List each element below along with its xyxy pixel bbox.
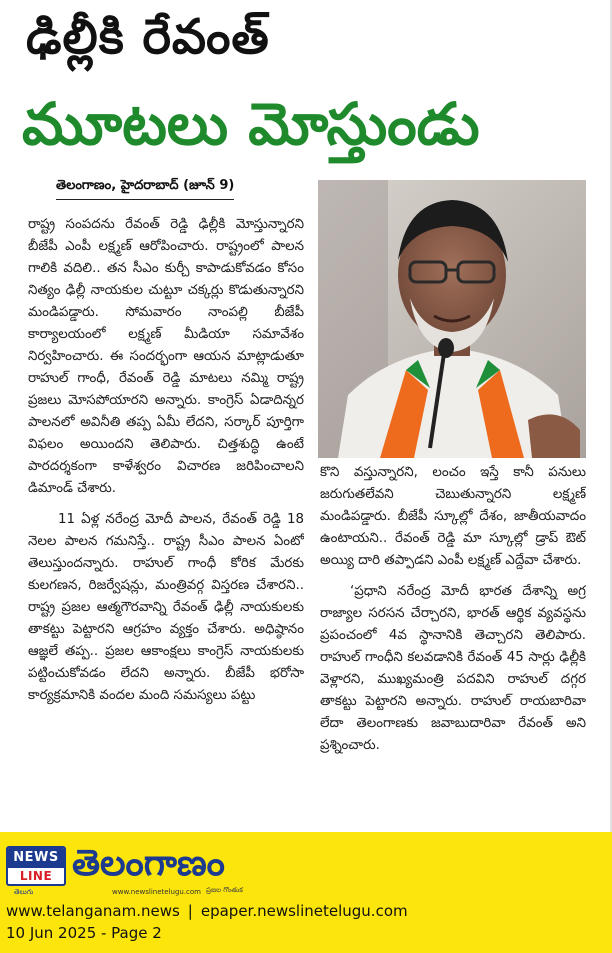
dateline: తెలంగాణం, హైదరాబాద్ (జూన్ 9) — [56, 178, 234, 200]
article-column-right — [320, 462, 586, 828]
headline-line-2: మూటలు మోస్తుండు — [22, 90, 480, 158]
site-link-telanganam[interactable]: www.telanganam.news — [6, 902, 180, 920]
logo-news-text: NEWS — [8, 848, 64, 868]
site-link-epaper[interactable]: epaper.newslinetelugu.com — [200, 902, 408, 920]
logo-line-text: LINE — [19, 869, 53, 883]
article-column-left — [28, 214, 304, 828]
footer-websites — [6, 902, 408, 920]
edition-date: 10 Jun 2025 - Page 2 — [6, 924, 162, 942]
logo-telugu-sub: తెలుగు — [14, 888, 34, 896]
politician-photo — [318, 180, 586, 458]
logo-tagline: ప్రజల గొంతుక — [206, 886, 243, 894]
newsline-logo[interactable] — [6, 846, 66, 886]
paragraph: 11 ఏళ్ల నరేంద్ర మోదీ పాలన, రేవంత్ రెడ్డి 18 నెలల పాలన గమనిస్తే.. రాష్ట్ర సీఎం పాలన ఏంటో తెలుస్తుందన్నారు. రాహుల్ గాంధీ కోరిక మేరకు కులగణన, రిజర్వేషన్లు, మంత్రివర్గ విస్తరణ చేశారని.. రాష్ట్ర ప్రజల ఆత్మగౌరవాన్ని రేవంత్ ఢిల్లీ నాయకులకు తాకట్టు పెట్టారని ఆగ్రహం వ్యక్తం చేశారు. అధిష్ఠానం ఆజ్ఞలే తప్ప.. ప్రజల ఆకాంక్షలు కాంగ్రెస్ నాయకులకు పట్టించుకోవడం లేదని అన్నారు. బీజేపీ భరోసా కార్యక్రమానికి వందల మంది సమస్యలు పట్టు — [28, 512, 304, 703]
logo-url[interactable]: www.newslinetelugu.com — [112, 888, 201, 896]
paragraph: కొని వస్తున్నారని, లంచం ఇస్తే కానీ పనులు జరుగుతలేవని చెబుతున్నారని లక్ష్మణ్ మండిపడ్డారు. బీజేపీ స్కూల్లో దేశం, జాతీయవాదం ఉంటాయని.. రేవంత్ రెడ్డి మా స్కూల్లో డ్రాప్ ఔట్ అయ్యి దారి తప్పాడని ఎంపీ లక్ష్మణ్ ఎద్దేవా చేశారు. — [320, 465, 586, 568]
page-footer — [0, 832, 612, 953]
telanganam-logo[interactable]: తెలంగాణం — [72, 843, 225, 884]
headline-line-1: ఢిల్లీకి రేవంత్ — [26, 9, 270, 65]
separator: | — [187, 902, 193, 920]
paragraph: రాష్ట్ర సంపదను రేవంత్ రెడ్డి ఢిల్లీకి మోస్తున్నారని బీజేపీ ఎంపీ లక్ష్మణ్ ఆరోపించారు. రాష్ట్రంలో పాలన గాలికి వదిలి.. తన సీఎం కుర్చీ కాపాడుకోవడం కోసం నిత్యం ఢిల్లీ నాయకుల చుట్టూ చక్కర్లు కొడుతున్నారని మండిపడ్డారు. సోమవారం నాంపల్లి బీజేపీ కార్యాలయంలో లక్ష్మణ్ మీడియా సమావేశం నిర్వహించారు. ఈ సందర్భంగా ఆయన మాట్లాడుతూ రాహుల్ గాంధీ, రేవంత్ రెడ్డి మాటలు నమ్మి రాష్ట్ర ప్రజలు మోసపోయారని అన్నారు. కాంగ్రెస్ ఏడాదిన్నర పాలనలో అవినీతి తప్ప ఏమీ లేదని, సర్కార్ పూర్తిగా విఫలం అయిందని తెలిపారు. చిత్తశుద్ధి ఉంటే పారదర్శకంగా కాళేశ్వరం విచారణ జరిపించాలని డిమాండ్ చేశారు. — [28, 217, 304, 496]
paragraph: ‘ప్రధాని నరేంద్ర మోదీ భారత దేశాన్ని అగ్ర రాజ్యాల సరసన చేర్చారని, భారత్ ఆర్థిక వ్యవస్థను ప్రపంచంలో 4వ స్థానానికి తెచ్చారని తెలిపారు. రాహుల్ గాంధీని కలవడానికి రేవంత్ 45 సార్లు ఢిల్లీకి వెళ్లారని, ముఖ్యమంత్రి పదవిని రాహుల్ దగ్గర తాకట్టు పెట్టారని అన్నారు. రాహుల్ రాయబారివా లేదా తెలంగాణకు జవాబుదారివా రేవంత్ అని ప్రశ్నించారు. — [320, 584, 586, 753]
